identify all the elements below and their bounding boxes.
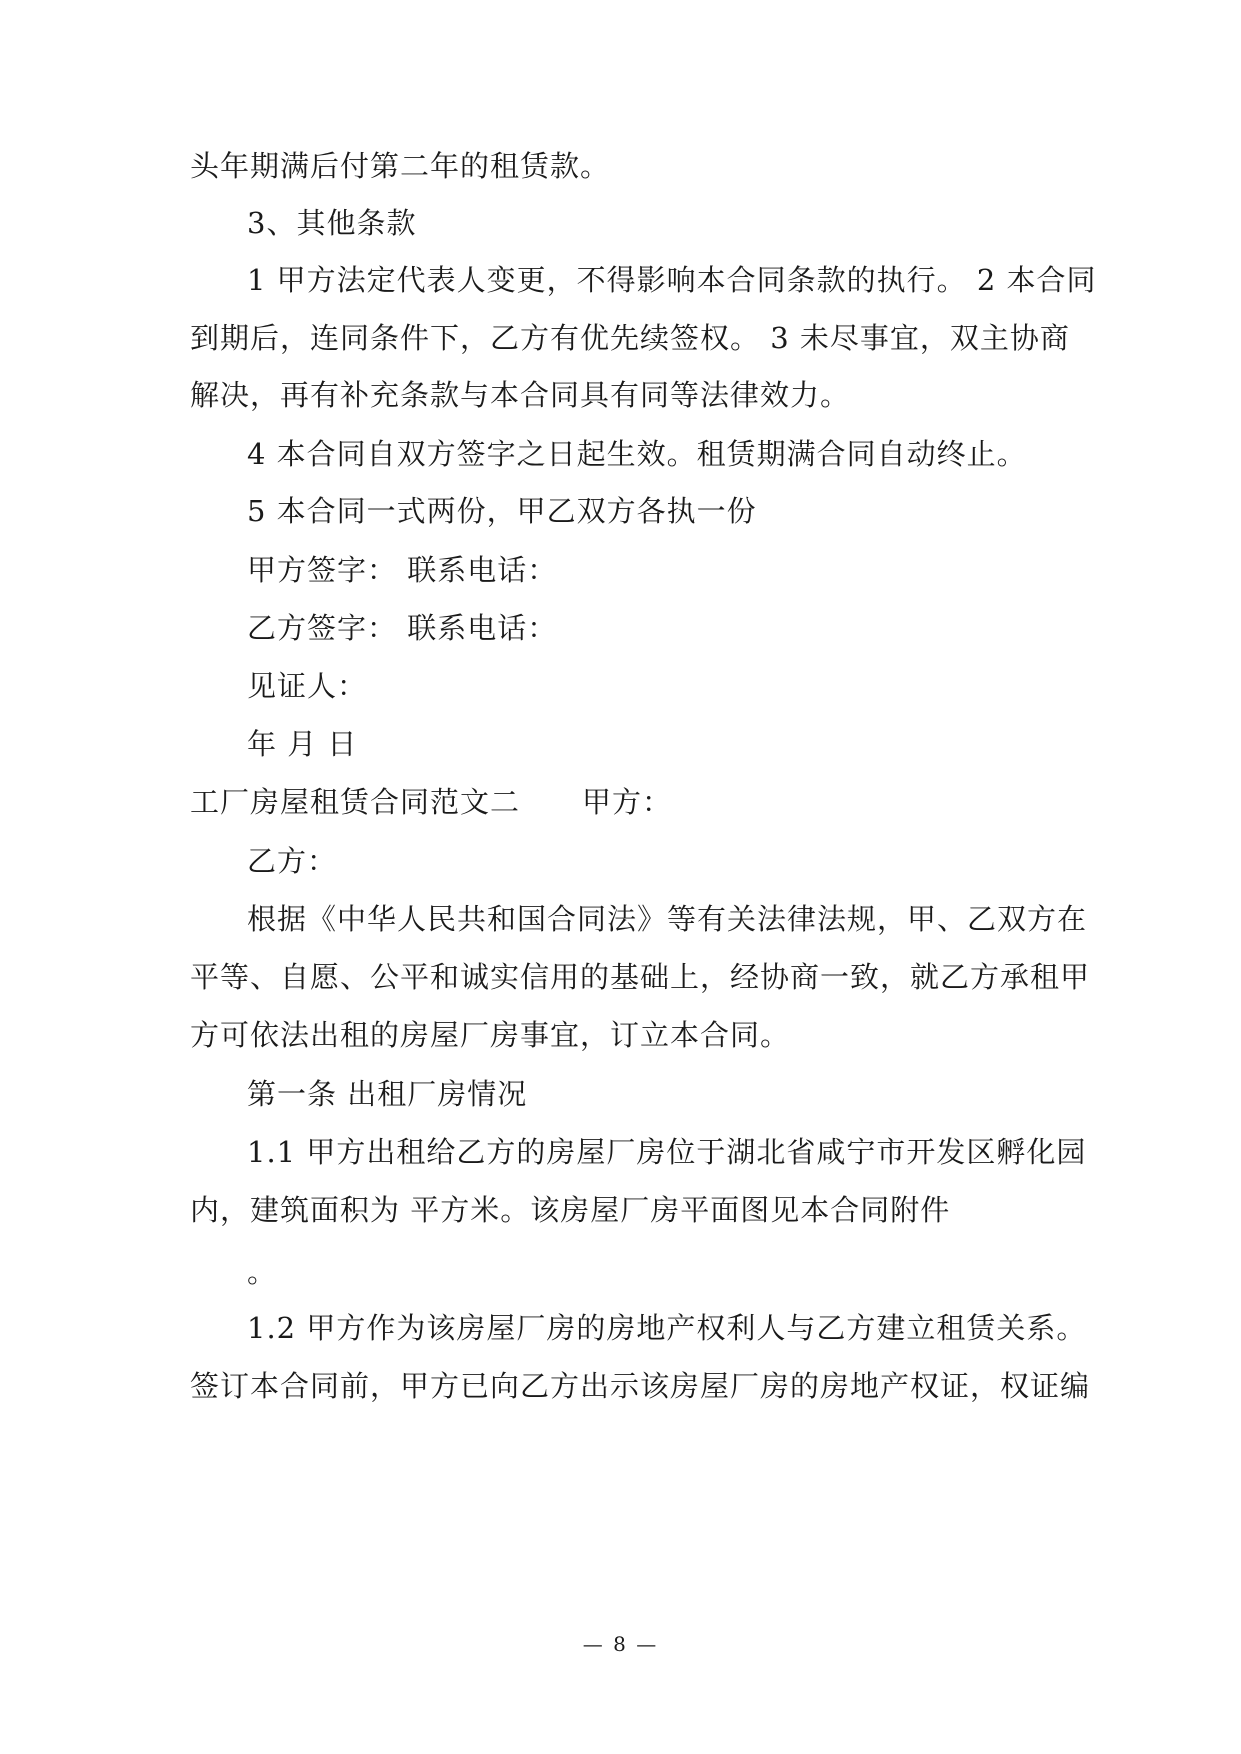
paragraph-line: 签订本合同前，甲方已向乙方出示该房屋厂房的房地产权证，权证编 xyxy=(190,1369,1091,1403)
party-a-label: 甲方： xyxy=(582,785,673,819)
paragraph-line: 1.1 甲方出租给乙方的房屋厂房位于湖北省咸宁市开发区孵化园 xyxy=(247,1135,1087,1169)
section-title: 工厂房屋租赁合同范文二 xyxy=(190,785,521,819)
paragraph-line: 平等、自愿、公平和诚实信用的基础上，经协商一致，就乙方承租甲 xyxy=(190,960,1091,994)
article-heading: 第一条 出租厂房情况 xyxy=(247,1077,528,1111)
witness-line: 见证人： xyxy=(247,669,368,703)
paragraph-line: 方可依法出租的房屋厂房事宜，订立本合同。 xyxy=(190,1018,791,1052)
paragraph-line: 。 xyxy=(247,1255,278,1289)
paragraph-line: 1 甲方法定代表人变更，不得影响本合同条款的执行。 2 本合同 xyxy=(247,263,1097,297)
paragraph-line: 5 本合同一式两份，甲乙双方各执一份 xyxy=(247,494,757,528)
signature-line-party-a: 甲方签字： 联系电话： xyxy=(247,553,558,587)
clause-heading: 3、其他条款 xyxy=(247,206,417,240)
party-b-label: 乙方： xyxy=(247,844,338,878)
page-number: — 8 — xyxy=(582,1632,659,1656)
paragraph-line: 根据《中华人民共和国合同法》等有关法律法规，甲、乙双方在 xyxy=(247,902,1088,936)
date-line: 年 月 日 xyxy=(247,727,358,761)
paragraph-line: 内，建筑面积为 平方米。该房屋厂房平面图见本合同附件 xyxy=(190,1193,951,1227)
signature-line-party-b: 乙方签字： 联系电话： xyxy=(247,611,558,645)
section-title-line xyxy=(190,784,672,820)
paragraph-line: 头年期满后付第二年的租赁款。 xyxy=(190,149,611,183)
paragraph-line: 到期后，连同条件下，乙方有优先续签权。 3 未尽事宜，双主协商 xyxy=(190,321,1070,355)
paragraph-line: 1.2 甲方作为该房屋厂房的房地产权利人与乙方建立租赁关系。 xyxy=(247,1311,1087,1345)
paragraph-line: 解决，再有补充条款与本合同具有同等法律效力。 xyxy=(190,378,851,412)
paragraph-line: 4 本合同自双方签字之日起生效。租赁期满合同自动终止。 xyxy=(247,437,1027,471)
